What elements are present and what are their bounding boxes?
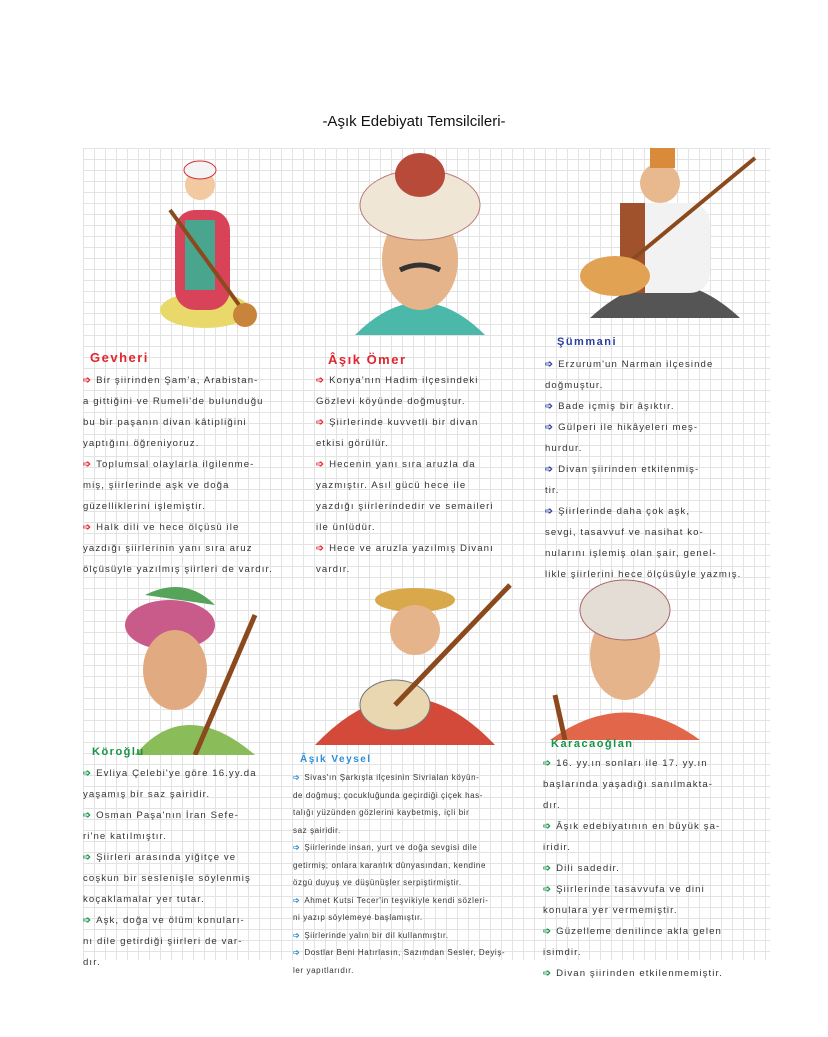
arrow-bullet-icon: ➩ bbox=[83, 522, 93, 533]
note-text: başlarında yaşadığı sanılmakta- bbox=[543, 779, 714, 790]
note-line bbox=[293, 874, 505, 892]
arrow-bullet-icon: ➩ bbox=[83, 810, 93, 821]
arrow-bullet-icon: ➩ bbox=[293, 948, 301, 957]
note-text: ler yapıtlarıdır. bbox=[293, 965, 354, 975]
note-text: Hecenin yanı sıra aruzla da bbox=[329, 459, 476, 470]
note-text: dır. bbox=[83, 957, 101, 968]
note-text: özgü duyuş ve düşünüşler serpiştirmiştir. bbox=[293, 878, 462, 887]
arrow-bullet-icon: ➩ bbox=[543, 821, 553, 832]
arrow-bullet-icon: ➩ bbox=[545, 464, 555, 475]
note-text: talığı yüzünden gözlerini kaybetmiş, içli bir bbox=[293, 808, 470, 817]
note-line bbox=[543, 795, 723, 816]
note-line bbox=[293, 804, 505, 822]
note-line bbox=[543, 858, 723, 879]
note-text: Şiirleri arasında yiğitçe ve bbox=[96, 852, 237, 863]
note-text: Osman Paşa'nın İran Sefe- bbox=[96, 810, 240, 821]
note-line bbox=[293, 927, 505, 945]
note-line bbox=[293, 822, 505, 840]
note-line bbox=[83, 826, 257, 847]
arrow-bullet-icon: ➩ bbox=[316, 417, 326, 428]
note-text: ni yazıp söylemeye başlamıştır. bbox=[293, 913, 423, 922]
note-line bbox=[545, 522, 741, 543]
arrow-bullet-icon: ➩ bbox=[543, 968, 553, 979]
note-text: iridir. bbox=[543, 842, 571, 853]
note-text: doğmuştur. bbox=[545, 380, 604, 391]
note-line bbox=[543, 837, 723, 858]
note-text: Sivas'ın Şarkışla ilçesinin Sivrialan köyün- bbox=[304, 773, 480, 782]
arrow-bullet-icon: ➩ bbox=[83, 852, 93, 863]
note-text: Bade içmiş bir âşıktır. bbox=[558, 401, 675, 412]
koroglu-illustration bbox=[105, 585, 265, 755]
note-text: Toplumsal olaylarla ilgilenme- bbox=[96, 459, 255, 470]
note-text: Gülperi ile hikâyeleri meş- bbox=[558, 422, 699, 433]
note-line bbox=[83, 559, 273, 580]
note-text: Aşk, doğa ve ölüm konuları- bbox=[96, 915, 245, 926]
note-text: dır. bbox=[543, 800, 561, 811]
note-text: yazdığı şiirlerinin yanı sıra aruz bbox=[83, 543, 253, 554]
note-text: vardır. bbox=[316, 564, 351, 575]
asik-veysel-notes bbox=[293, 769, 505, 979]
note-text: Şiirlerinde insan, yurt ve doğa sevgisi dile bbox=[304, 843, 478, 852]
page-title: -Aşık Edebiyatı Temsilcileri- bbox=[322, 113, 506, 130]
gevheri-illustration bbox=[150, 150, 260, 335]
note-line bbox=[543, 753, 723, 774]
note-line bbox=[83, 784, 257, 805]
arrow-bullet-icon: ➩ bbox=[293, 773, 301, 782]
note-text: tir. bbox=[545, 485, 560, 496]
note-line bbox=[83, 805, 257, 826]
note-text: Divan şiirinden etkilenmemiştir. bbox=[556, 968, 724, 979]
arrow-bullet-icon: ➩ bbox=[83, 459, 93, 470]
note-line bbox=[83, 889, 257, 910]
note-text: yaşamış bir saz şairidir. bbox=[83, 789, 211, 800]
note-line bbox=[545, 354, 741, 375]
poet-name-asik-veysel: Âşık Veysel bbox=[300, 754, 372, 765]
note-line bbox=[83, 433, 273, 454]
note-line bbox=[293, 787, 505, 805]
note-line bbox=[545, 459, 741, 480]
note-text: sevgi, tasavvuf ve nasihat ko- bbox=[545, 527, 704, 538]
note-line bbox=[293, 962, 505, 980]
note-text: koçaklamalar yer tutar. bbox=[83, 894, 205, 905]
note-text: Dostlar Beni Hatırlasın, Sazımdan Sesler, Deyiş- bbox=[304, 948, 506, 957]
note-text: Şiirlerinde tasavvufa ve dini bbox=[556, 884, 705, 895]
note-line bbox=[316, 391, 494, 412]
arrow-bullet-icon: ➩ bbox=[83, 915, 93, 926]
arrow-bullet-icon: ➩ bbox=[545, 359, 555, 370]
note-line bbox=[293, 944, 505, 962]
note-line bbox=[293, 769, 505, 787]
note-text: Ahmet Kutsi Tecer'in teşvikiyle kendi sözleri- bbox=[304, 895, 489, 905]
note-text: yazdığı şiirlerindedir ve semaileri bbox=[316, 501, 494, 512]
note-line bbox=[83, 517, 273, 538]
note-line bbox=[545, 396, 741, 417]
arrow-bullet-icon: ➩ bbox=[293, 930, 301, 940]
poet-name-karacaoglan: Karacaoğlan bbox=[551, 738, 634, 750]
arrow-bullet-icon: ➩ bbox=[545, 506, 555, 517]
note-text: Dili sadedir. bbox=[556, 863, 621, 874]
note-text: konulara yer vermemiştir. bbox=[543, 905, 678, 916]
note-text: Şiirlerinde kuvvetli bir divan bbox=[329, 417, 479, 428]
note-line bbox=[545, 417, 741, 438]
note-line bbox=[545, 543, 741, 564]
note-line bbox=[83, 496, 273, 517]
note-text: Âşık edebiyatının en büyük şa- bbox=[556, 821, 721, 832]
arrow-bullet-icon: ➩ bbox=[543, 884, 553, 895]
note-text: Bir şiirinden Şam'a, Arabistan- bbox=[96, 375, 259, 386]
note-line bbox=[293, 892, 505, 910]
arrow-bullet-icon: ➩ bbox=[543, 758, 553, 769]
note-text: yaptığını öğreniyoruz. bbox=[83, 438, 200, 449]
note-line bbox=[83, 538, 273, 559]
note-text: güzelliklerini işlemiştir. bbox=[83, 501, 206, 512]
poet-name-gevheri: Gevheri bbox=[90, 350, 149, 365]
note-text: Şiirlerinde yalın bir dil kullanmıştır. bbox=[304, 930, 449, 940]
note-line bbox=[543, 921, 723, 942]
note-line bbox=[316, 475, 494, 496]
note-line bbox=[543, 963, 723, 984]
poet-name-asik-omer: Âşık Ömer bbox=[328, 352, 407, 367]
note-line bbox=[545, 564, 741, 585]
arrow-bullet-icon: ➩ bbox=[83, 768, 93, 779]
note-line bbox=[293, 857, 505, 875]
arrow-bullet-icon: ➩ bbox=[543, 863, 553, 874]
gevheri-notes bbox=[83, 370, 273, 580]
arrow-bullet-icon: ➩ bbox=[293, 843, 301, 852]
koroglu-notes bbox=[83, 763, 257, 973]
note-text: a gittiğini ve Rumeli'de bulunduğu bbox=[83, 396, 264, 407]
note-line bbox=[545, 375, 741, 396]
note-line bbox=[316, 538, 494, 559]
note-line bbox=[83, 868, 257, 889]
note-text: nı dile getirdiği şiirleri de var- bbox=[83, 936, 243, 947]
note-text: de doğmuş; çocukluğunda geçirdiği çiçek has- bbox=[293, 790, 484, 800]
note-line bbox=[316, 517, 494, 538]
note-line bbox=[83, 370, 273, 391]
note-text: ile ünlüdür. bbox=[316, 522, 376, 533]
note-line bbox=[293, 839, 505, 857]
note-line bbox=[83, 475, 273, 496]
arrow-bullet-icon: ➩ bbox=[316, 459, 326, 470]
note-text: Konya'nın Hadim ilçesindeki bbox=[329, 375, 479, 386]
summani-illustration bbox=[570, 148, 760, 328]
asik-omer-notes bbox=[316, 370, 494, 580]
note-line bbox=[316, 496, 494, 517]
note-line bbox=[316, 454, 494, 475]
note-text: Şiirlerinde daha çok aşk, bbox=[558, 506, 691, 517]
arrow-bullet-icon: ➩ bbox=[316, 543, 326, 554]
note-line bbox=[83, 763, 257, 784]
note-line bbox=[545, 480, 741, 501]
note-text: etkisi görülür. bbox=[316, 438, 390, 449]
note-text: Güzelleme denilince akla gelen bbox=[556, 926, 722, 937]
note-text: nularını işlemiş olan şair, genel- bbox=[545, 548, 717, 559]
note-line bbox=[83, 454, 273, 475]
note-line bbox=[316, 433, 494, 454]
asik-omer-illustration bbox=[345, 150, 495, 335]
note-text: Halk dili ve hece ölçüsü ile bbox=[96, 522, 240, 533]
note-text: getirmiş; onlara karanlık dünyasından, kendine bbox=[293, 860, 487, 870]
note-line bbox=[316, 370, 494, 391]
note-text: Gözlevi köyünde doğmuştur. bbox=[316, 396, 466, 407]
poet-name-koroglu: Köroğlu bbox=[92, 746, 145, 758]
note-line bbox=[83, 847, 257, 868]
note-text: Hece ve aruzla yazılmış Divanı bbox=[329, 543, 494, 554]
note-line bbox=[83, 391, 273, 412]
poet-name-summani: Şümmani bbox=[557, 336, 618, 348]
note-text: bu bir paşanın divan kâtipliğini bbox=[83, 417, 247, 428]
note-text: miş, şiirlerinde aşk ve doğa bbox=[83, 480, 230, 491]
note-text: ri'ne katılmıştır. bbox=[83, 831, 168, 842]
arrow-bullet-icon: ➩ bbox=[545, 401, 555, 412]
arrow-bullet-icon: ➩ bbox=[543, 926, 553, 937]
karacaoglan-illustration bbox=[545, 575, 705, 740]
note-line bbox=[316, 412, 494, 433]
note-line bbox=[83, 412, 273, 433]
note-line bbox=[543, 879, 723, 900]
karacaoglan-notes bbox=[543, 753, 723, 984]
note-line bbox=[316, 559, 494, 580]
note-text: ölçüsüyle yazılmış şiirleri de vardır. bbox=[83, 564, 274, 575]
arrow-bullet-icon: ➩ bbox=[83, 375, 93, 386]
note-text: hurdur. bbox=[545, 443, 583, 454]
arrow-bullet-icon: ➩ bbox=[316, 375, 326, 386]
note-line bbox=[293, 909, 505, 927]
note-line bbox=[543, 900, 723, 921]
note-line bbox=[83, 931, 257, 952]
note-line bbox=[543, 942, 723, 963]
note-text: 16. yy.ın sonları ile 17. yy.ın bbox=[556, 758, 708, 769]
note-text: saz şairidir. bbox=[293, 825, 341, 835]
arrow-bullet-icon: ➩ bbox=[545, 422, 555, 433]
note-text: isimdir. bbox=[543, 947, 582, 958]
arrow-bullet-icon: ➩ bbox=[293, 895, 301, 905]
note-text: coşkun bir seslenişle söylenmiş bbox=[83, 873, 251, 884]
asik-veysel-illustration bbox=[305, 580, 515, 745]
note-line bbox=[83, 952, 257, 973]
note-line bbox=[83, 910, 257, 931]
note-text: yazmıştır. Asıl gücü hece ile bbox=[316, 480, 467, 491]
note-line bbox=[543, 774, 723, 795]
note-text: Divan şiirinden etkilenmiş- bbox=[558, 464, 700, 475]
note-line bbox=[545, 438, 741, 459]
summani-notes bbox=[545, 354, 741, 585]
note-line bbox=[545, 501, 741, 522]
note-line bbox=[543, 816, 723, 837]
note-text: Evliya Çelebi'ye göre 16.yy.da bbox=[96, 768, 257, 779]
note-text: likle şiirlerini hece ölçüsüyle yazmış. bbox=[545, 569, 742, 580]
note-text: Erzurum'un Narman ilçesinde bbox=[558, 359, 714, 370]
